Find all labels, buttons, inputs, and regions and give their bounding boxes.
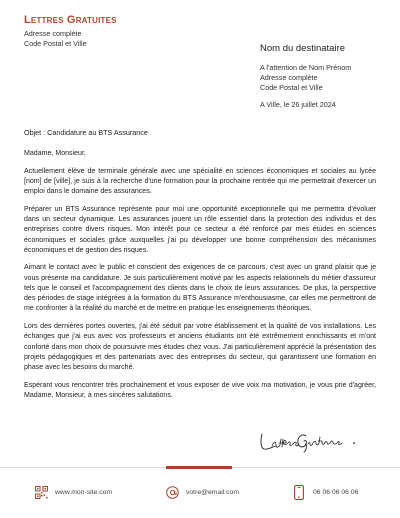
handwritten-signature [258,424,358,456]
sender-name: Lettres Gratuites [24,14,117,26]
smartphone-icon [292,484,306,500]
sender-address: Adresse complète [24,29,82,38]
recipient-postal: Code Postal et Ville [260,83,323,92]
sender-postal: Code Postal et Ville [24,39,87,48]
recipient-address: Adresse complète [260,73,318,82]
paragraph-3: Aimant le contact avec le public et conscient des exigences de ce parcours, c'est avec un grand plaisir que je vous présente ma candidature. Je suis particulièrement motivé par les aspects relationnels du métier d'assureur tels que le conseil et l'accompagnement des clients dans le choix de leurs assurances. De plus, la perspective des périodes de stage intégrées à la formation du BTS Assurance m'enthousiasme, car elles me permettront de me confronter à la réalité du marché et de mettre en pratique les enseignements théoriques. [24,264,376,313]
paragraph-4: Lors des dernières portes ouvertes, j'ai été séduit par votre établissement et la qualité de vos installations. Les échanges que j'ai eus avec vos professeurs et anciens étudiants ont été extrêmement enrichissants et m'ont conforté dans mon choix de poursuivre mes études chez vous. J'ai particulièrement apprécié la présentation des projets pédagogiques et des partenariats avec des entreprises du secteur, qui garantissent une formation en phase avec les besoins du marché. [24,323,376,372]
letter-subject: Objet : Candidature au BTS Assurance [24,128,148,137]
paragraph-5: Espérant vous rencontrer très prochainement et vous exposer de vive voix ma motivation, je vous prie d'agréer, Madame, Monsieur, à mes sincères salutations. [24,381,376,399]
at-sign-icon [165,484,179,500]
paragraph-2: Préparer un BTS Assurance représente pour moi une opportunité exceptionnelle qui me permettra d'évoluer dans un secteur dynamique. Les assurances jouent un rôle essentiel dans la protection des individus et des entreprises contre divers risques. Mon intérêt pour ce secteur a été renforcé par mes études en sciences économiques et sociales grâce auxquelles j'ai pu développer une bonne compréhension des mécanismes économiques et de gestion des risques. [24,205,376,254]
recipient-attention: A l'attention de Nom Prénom [260,63,352,72]
recipient-name: Nom du destinataire [260,43,346,54]
email-text: votre@email.com [186,488,239,496]
sender-address-block [24,29,87,49]
footer-phone[interactable] [292,484,358,500]
footer-accent-bar [166,466,232,469]
website-text: www.mon-site.com [55,488,113,496]
letter-body [24,149,376,409]
recipient-address-block [260,63,351,93]
paragraph-1: Actuellement élève de terminale générale avec une spécialité en sciences économiques et sociales au lycée [nom] de [ville], je suis à la recherche d'une formation pour la prochaine rentrée qui me permettrait d'exercer un emploi dans le domaine des assurances. [24,167,376,196]
footer-website[interactable] [34,484,112,500]
footer-email[interactable] [165,484,239,500]
phone-text: 06 06 06 06 06 [313,488,359,496]
qr-code-icon [34,484,48,500]
letter-date: A Ville, le 26 juillet 2024 [260,100,336,109]
greeting: Madame, Monsieur, [24,150,86,157]
